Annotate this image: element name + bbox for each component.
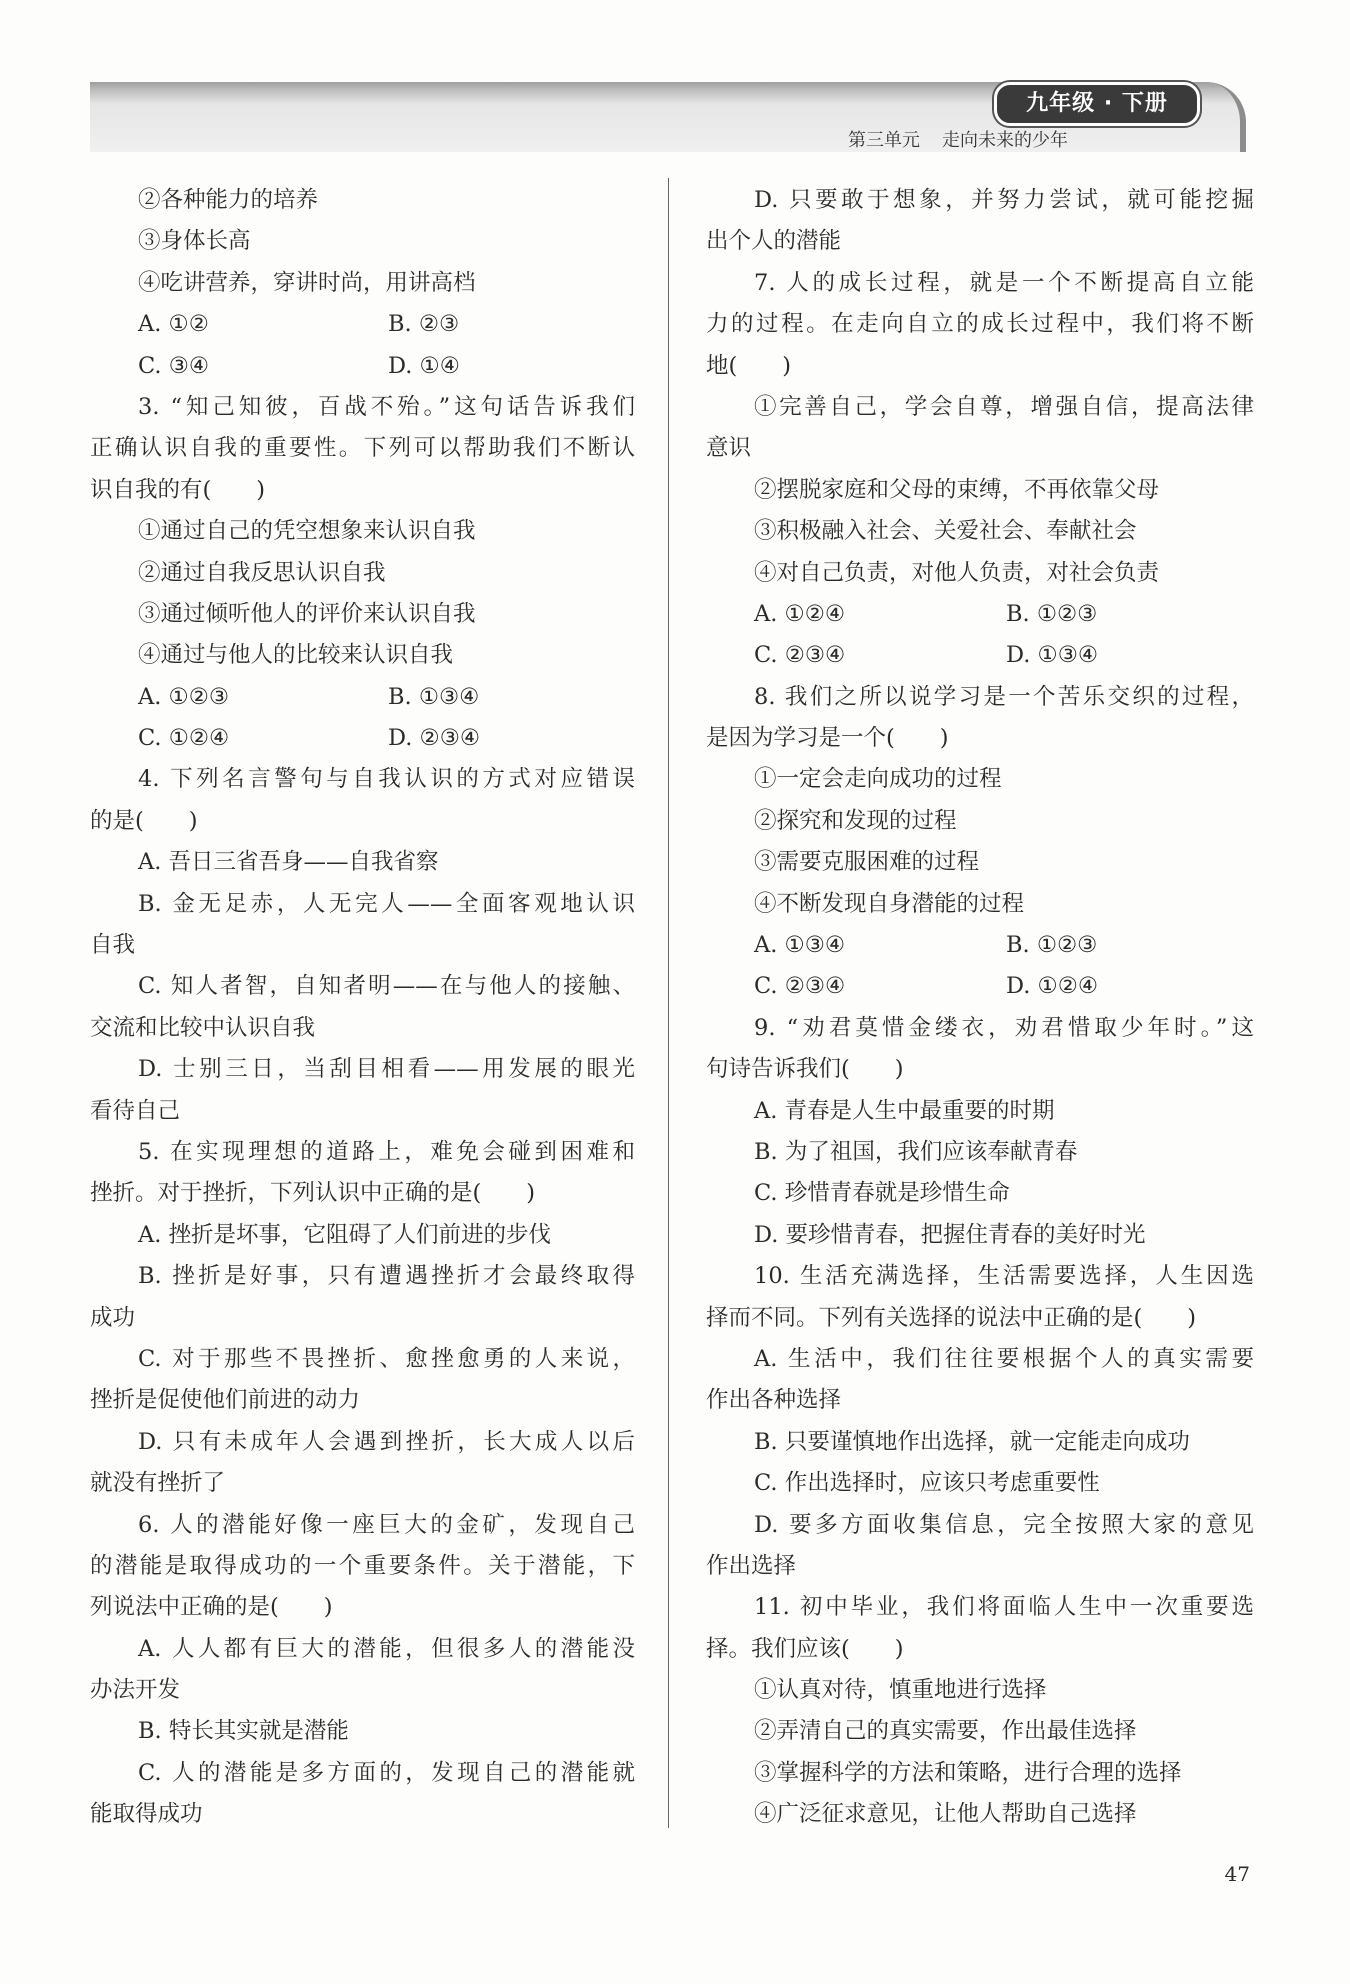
text-line: ④吃讲营养，穿讲时尚，用讲高档: [138, 269, 476, 296]
text-line: 意识: [706, 435, 752, 462]
text-line: ④对自己负责，对他人负责，对社会负责: [754, 559, 1160, 586]
text-line: 识自我的有( ): [90, 476, 266, 503]
answer-option: B. ②③: [388, 311, 460, 338]
option-row: [706, 594, 1254, 635]
text-line: 择而不同。下列有关选择的说法中正确的是( ): [706, 1304, 1197, 1331]
text-line: D. 要多方面收集信息，完全按照大家的意见: [754, 1511, 1254, 1538]
text-line: 办法开发: [90, 1677, 181, 1704]
text-line: 5. 在实现理想的道路上，难免会碰到困难和: [138, 1138, 635, 1165]
text-line: 自我: [90, 932, 136, 959]
answer-option: A. ①②: [138, 311, 209, 338]
text-line: ④不断发现自身潜能的过程: [754, 890, 1025, 917]
text-line: 择。我们应该( ): [706, 1635, 904, 1662]
text-line: A. 吾日三省吾身——自我省察: [138, 849, 439, 876]
text-line: 作出选择: [706, 1552, 797, 1579]
column-divider: [668, 178, 669, 1828]
text-line: B. 为了祖国，我们应该奉献青春: [754, 1138, 1078, 1165]
text-line: ③身体长高: [138, 228, 251, 255]
answer-option: C. ②③④: [754, 973, 846, 1000]
text-line: 地( ): [706, 352, 792, 379]
text-line: 挫折是促使他们前进的动力: [90, 1387, 361, 1414]
text-line: B. 特长其实就是潜能: [138, 1718, 349, 1745]
answer-option: D. ①③④: [1006, 642, 1099, 669]
text-line: 成功: [90, 1304, 136, 1331]
text-line: 句诗告诉我们( ): [706, 1056, 904, 1083]
text-line: 是因为学习是一个( ): [706, 725, 949, 752]
text-line: 3. “知己知彼，百战不殆。”这句话告诉我们: [138, 393, 635, 420]
text-line: 11. 初中毕业，我们将面临人生中一次重要选: [754, 1594, 1254, 1621]
text-line: 看待自己: [90, 1097, 181, 1124]
text-line: ③积极融入社会、关爱社会、奉献社会: [754, 518, 1137, 545]
text-line: 的潜能是取得成功的一个重要条件。关于潜能，下: [90, 1552, 635, 1579]
left-column: [90, 180, 635, 1836]
grade-tab: 九年级 · 下册: [994, 82, 1200, 126]
unit-name: 走向未来的少年: [942, 130, 1068, 151]
text-line: D. 只要敢于想象，并努力尝试，就可能挖掘: [754, 187, 1254, 213]
option-row: [706, 966, 1254, 1007]
text-line: ②摆脱家庭和父母的束缚，不再依靠父母: [754, 476, 1160, 503]
option-row: [90, 677, 635, 718]
answer-option: B. ①③④: [388, 683, 480, 710]
text-line: A. 青春是人生中最重要的时期: [754, 1097, 1055, 1124]
text-line: D. 只有未成年人会遇到挫折，长大成人以后: [138, 1428, 635, 1455]
text-line: D. 要珍惜青春，把握住青春的美好时光: [754, 1221, 1146, 1248]
text-line: ③通过倾听他人的评价来认识自我: [138, 600, 476, 627]
text-line: C. 珍惜青春就是珍惜生命: [754, 1180, 1010, 1207]
unit-title: [848, 126, 1148, 152]
text-line: 10. 生活充满选择，生活需要选择，人生因选: [754, 1263, 1254, 1290]
text-line: C. 作出选择时，应该只考虑重要性: [754, 1470, 1100, 1497]
page-number: 47: [1224, 1862, 1250, 1886]
text-line: D. 士别三日，当刮目相看——用发展的眼光: [138, 1056, 635, 1083]
text-line: 交流和比较中认识自我: [90, 1014, 316, 1041]
text-line: C. 人的潜能是多方面的，发现自己的潜能就: [138, 1759, 635, 1786]
text-line: ③需要克服困难的过程: [754, 849, 980, 876]
answer-option: B. ①②③: [1006, 932, 1098, 959]
text-line: A. 挫折是坏事，它阻碍了人们前进的步伐: [138, 1221, 552, 1248]
text-line: 的是( ): [90, 807, 198, 834]
option-row: [90, 346, 635, 387]
text-line: ③掌握科学的方法和策略，进行合理的选择: [754, 1759, 1182, 1786]
text-line: C. 对于那些不畏挫折、愈挫愈勇的人来说，: [138, 1345, 635, 1372]
option-row: [706, 925, 1254, 966]
text-line: 出个人的潜能: [706, 228, 842, 255]
answer-option: B. ①②③: [1006, 600, 1098, 627]
text-line: C. 知人者智，自知者明——在与他人的接触、: [138, 973, 635, 1000]
text-line: 4. 下列名言警句与自我认识的方式对应错误: [138, 766, 635, 793]
option-row: [90, 718, 635, 759]
answer-option: A. ①③④: [754, 932, 846, 959]
option-row: [706, 635, 1254, 676]
text-line: 列说法中正确的是( ): [90, 1594, 333, 1621]
text-line: 挫折。对于挫折，下列认识中正确的是( ): [90, 1180, 536, 1207]
text-line: 正确认识自我的重要性。下列可以帮助我们不断认: [90, 435, 635, 462]
text-line: ①认真对待，慎重地进行选择: [754, 1677, 1047, 1704]
answer-option: C. ①②④: [138, 725, 230, 752]
text-line: B. 金无足赤，人无完人——全面客观地认识: [138, 890, 635, 917]
text-line: ①通过自己的凭空想象来认识自我: [138, 518, 476, 545]
answer-option: D. ①②④: [1006, 973, 1099, 1000]
text-line: 8. 我们之所以说学习是一个苦乐交织的过程，: [754, 683, 1254, 710]
text-line: ①完善自己，学会自尊，增强自信，提高法律: [754, 393, 1254, 420]
text-line: ②弄清自己的真实需要，作出最佳选择: [754, 1718, 1137, 1745]
text-line: 6. 人的潜能好像一座巨大的金矿，发现自己: [138, 1511, 635, 1538]
option-row: [90, 304, 635, 345]
answer-option: C. ③④: [138, 352, 210, 379]
text-line: ②探究和发现的过程: [754, 807, 957, 834]
answer-option: C. ②③④: [754, 642, 846, 669]
unit-label: 第三单元: [848, 130, 920, 151]
text-line: B. 只要谨慎地作出选择，就一定能走向成功: [754, 1428, 1190, 1455]
text-line: ①一定会走向成功的过程: [754, 766, 1002, 793]
text-line: 就没有挫折了: [90, 1470, 226, 1497]
answer-option: A. ①②④: [754, 600, 846, 627]
answer-option: A. ①②③: [138, 683, 230, 710]
text-line: ②通过自我反思认识自我: [138, 559, 386, 586]
text-line: 作出各种选择: [706, 1387, 842, 1414]
answer-option: D. ②③④: [388, 725, 481, 752]
text-line: ④通过与他人的比较来认识自我: [138, 642, 454, 669]
text-line: 9. “劝君莫惜金缕衣，劝君惜取少年时。”这: [754, 1014, 1254, 1041]
right-column: [706, 180, 1254, 1836]
text-line: ④广泛征求意见，让他人帮助自己选择: [754, 1801, 1137, 1828]
text-line: A. 生活中，我们往往要根据个人的真实需要: [754, 1345, 1254, 1372]
text-line: 7. 人的成长过程，就是一个不断提高自立能: [754, 269, 1254, 296]
text-line: 力的过程。在走向自立的成长过程中，我们将不断: [706, 311, 1254, 338]
text-line: 能取得成功: [90, 1801, 203, 1828]
answer-option: D. ①④: [388, 352, 460, 379]
text-line: B. 挫折是好事，只有遭遇挫折才会最终取得: [138, 1263, 635, 1290]
text-line: ②各种能力的培养: [138, 187, 319, 213]
text-line: A. 人人都有巨大的潜能，但很多人的潜能没: [138, 1635, 635, 1662]
